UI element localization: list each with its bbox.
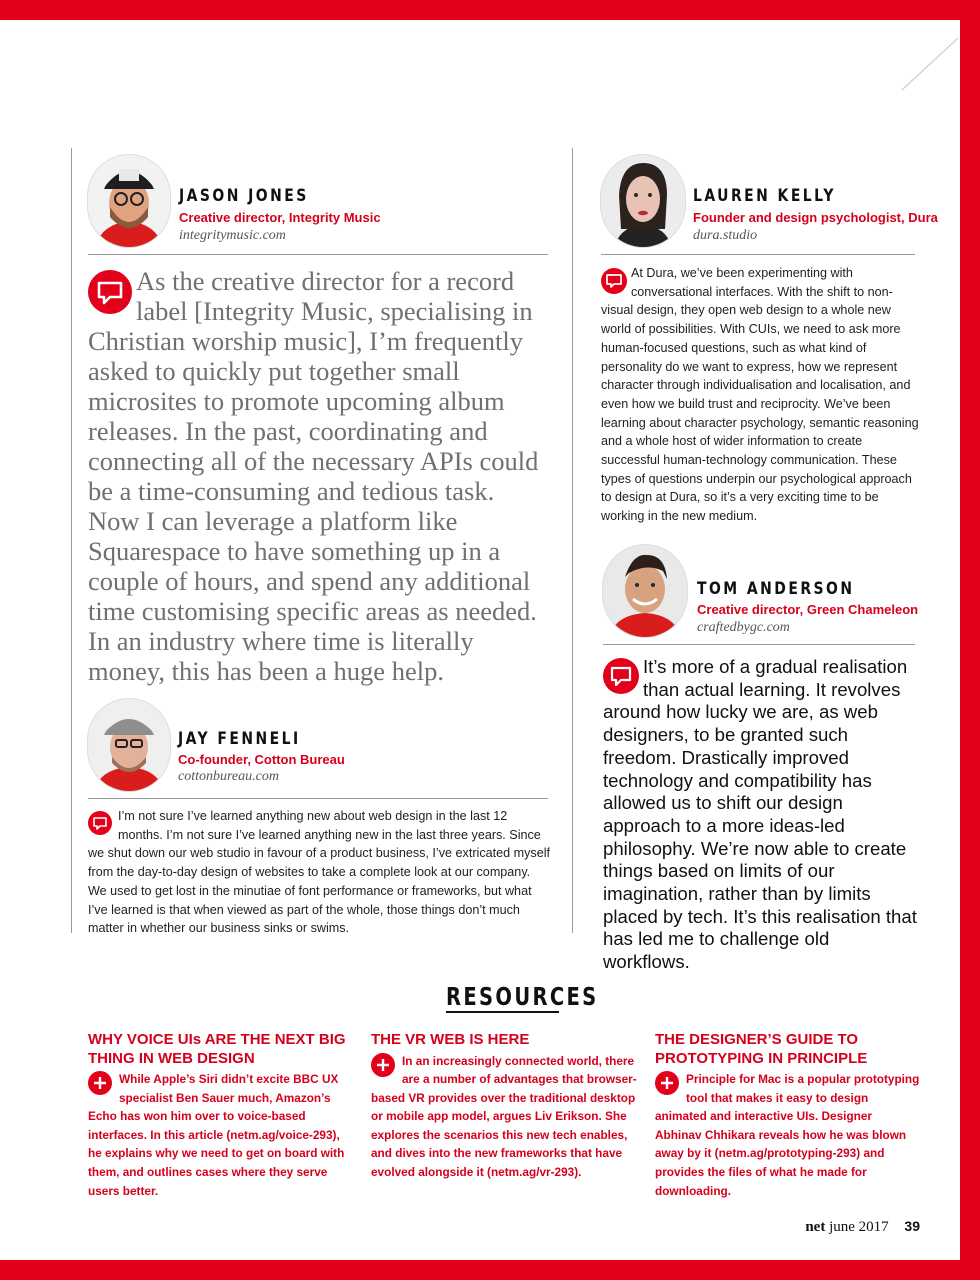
quote-jason-jones (88, 266, 550, 686)
resource-vr-web[interactable] (371, 1031, 637, 1182)
footer-brand: net (805, 1219, 826, 1235)
page-frame-right (960, 0, 980, 1280)
resource-voice-ui[interactable] (88, 1031, 354, 1200)
resource-prototyping[interactable] (655, 1031, 921, 1200)
site-jay-fenneli[interactable]: cottonbureau.com (178, 769, 279, 784)
resources-title-underline (446, 1011, 559, 1013)
plus-icon (371, 1053, 395, 1077)
page-number: 39 (904, 1218, 920, 1234)
speech-bubble-icon (88, 811, 112, 835)
speech-bubble-icon (601, 268, 627, 294)
rule-tom-anderson (603, 644, 915, 645)
resource-heading[interactable]: THE VR WEB IS HERE (371, 1031, 530, 1048)
page-footer (805, 1218, 920, 1236)
page-frame-top (0, 0, 980, 20)
plus-icon (655, 1071, 679, 1095)
resource-body (371, 1052, 637, 1182)
footer-issue: june 2017 (829, 1219, 889, 1235)
quote-text-tom-anderson: It’s more of a gradual realisation than actual learning. It revolves around how lucky we are, as web designers, to be granted such freedom. Drastically improved technology and compatibility has allowed us to shift our design approach to a more ideas-led philosophy. We’re now able to create things based on limits of our imagination, rather than by limits placed by tech. It’s this realisation that has led me to challenge old workflows. (603, 656, 917, 973)
quote-lauren-kelly (601, 264, 919, 526)
role-tom-anderson: Creative director, Green Chameleon (697, 602, 919, 617)
resource-body-text: Principle for Mac is a popular prototyping tool that makes it easy to design animated and interactive UIs. Designer Abhinav Chhikara reveals how he was blown away by it (netm.ag/prototyping-293) and provides the files of what he made for downloading. (655, 1072, 920, 1198)
quote-tom-anderson (603, 656, 921, 974)
rule-lauren-kelly (601, 254, 915, 255)
resources-title: RESOURCES (446, 982, 599, 1011)
name-jay-fenneli: JAY FENNELI (178, 729, 301, 749)
portrait-lauren-kelly-icon (601, 155, 685, 247)
role-jay-fenneli: Co-founder, Cotton Bureau (178, 752, 345, 767)
quote-text-jay-fenneli: I’m not sure I’ve learned anything new about web design in the last 12 months. I’m not sure I’ve learned anything new in the last three years. Since we shut down our web studio in favour of a product business, I’ve extricated myself from the day-to-day design of websites to take a complete look at our company. We used to get lost in the minutiae of font performance or frameworks, but what I’ve learned is that when viewed as part of the whole, those things don’t much matter in whether our business sinks or swims. (88, 809, 551, 936)
page-frame-bottom (0, 1260, 980, 1280)
avatar-jason-jones (88, 155, 170, 247)
center-column-rule (572, 148, 573, 933)
speech-bubble-icon (88, 270, 132, 314)
speech-bubble-icon (603, 658, 639, 694)
portrait-jay-fenneli-icon (88, 699, 170, 791)
avatar-jay-fenneli (88, 699, 170, 791)
quote-text-lauren-kelly: At Dura, we’ve been experimenting with conversational interfaces. With the shift to non-visual design, they open web design to a whole new world of possibilities. With CUIs, we need to ask more human-focused questions, such as what kind of personality do we want to express, how we represent character through individualisation and localisation, and even how we build trust and reciprocity. We’ve been learning about character psychology, semantic reasoning and a whole host of wider information to create successful human-technology communication. These types of questions underpin our psychological approach to design at Dura, so it’s a very exciting time to be working in the new medium. (601, 266, 919, 524)
quote-text-jason-jones: As the creative director for a record label [Integrity Music, specialising in Christian worship music], I’m frequently asked to quickly put together small microsites to promote upcoming album releases. In the past, coordinating and connecting all of the necessary APIs could be a time-consuming and tedious task. Now I can leverage a platform like Squarespace to have something up in a couple of hours, and spend any additional time customising specific areas as needed. In an industry where time is literally money, this has been a huge help. (88, 266, 539, 686)
resource-heading[interactable]: WHY VOICE UIs ARE THE NEXT BIG THING IN WEB DESIGN (88, 1031, 346, 1067)
avatar-lauren-kelly (601, 155, 685, 247)
site-tom-anderson[interactable]: craftedbygc.com (697, 620, 790, 635)
portrait-jason-jones-icon (88, 155, 170, 247)
corner-fold-decoration (900, 20, 960, 92)
resource-body-text: In an increasingly connected world, there are a number of advantages that browser-based VR provides over the traditional desktop or mobile app model, argues Liv Erikson. She explores the scenarios this new tech enables, and dives into the new frameworks that have evolved alongside it (netm.ag/vr-293). (371, 1053, 637, 1180)
resource-body-text: While Apple’s Siri didn’t excite BBC UX specialist Ben Sauer much, Amazon’s Echo has won him over to voice-based interfaces. In this article (netm.ag/voice-293), he explains why we need to get on board with them, and outlines cases where they serve users better. (88, 1072, 345, 1198)
resource-body (88, 1070, 354, 1200)
name-tom-anderson: TOM ANDERSON (697, 579, 855, 599)
name-lauren-kelly: LAUREN KELLY (693, 186, 836, 206)
rule-jason-jones (88, 254, 548, 255)
portrait-tom-anderson-icon (603, 545, 687, 637)
plus-icon (88, 1071, 112, 1095)
avatar-tom-anderson (603, 545, 687, 637)
site-jason-jones[interactable]: integritymusic.com (179, 228, 286, 243)
left-column-rule (71, 148, 72, 933)
quote-jay-fenneli (88, 807, 550, 938)
resource-heading[interactable]: THE DESIGNER’S GUIDE TO PROTOTYPING IN PRINCIPLE (655, 1031, 868, 1067)
role-lauren-kelly: Founder and design psychologist, Dura (693, 210, 938, 225)
resource-body (655, 1070, 921, 1200)
site-lauren-kelly[interactable]: dura.studio (693, 228, 758, 243)
rule-jay-fenneli (88, 798, 548, 799)
name-jason-jones: JASON JONES (179, 186, 309, 206)
role-jason-jones: Creative director, Integrity Music (179, 210, 381, 225)
